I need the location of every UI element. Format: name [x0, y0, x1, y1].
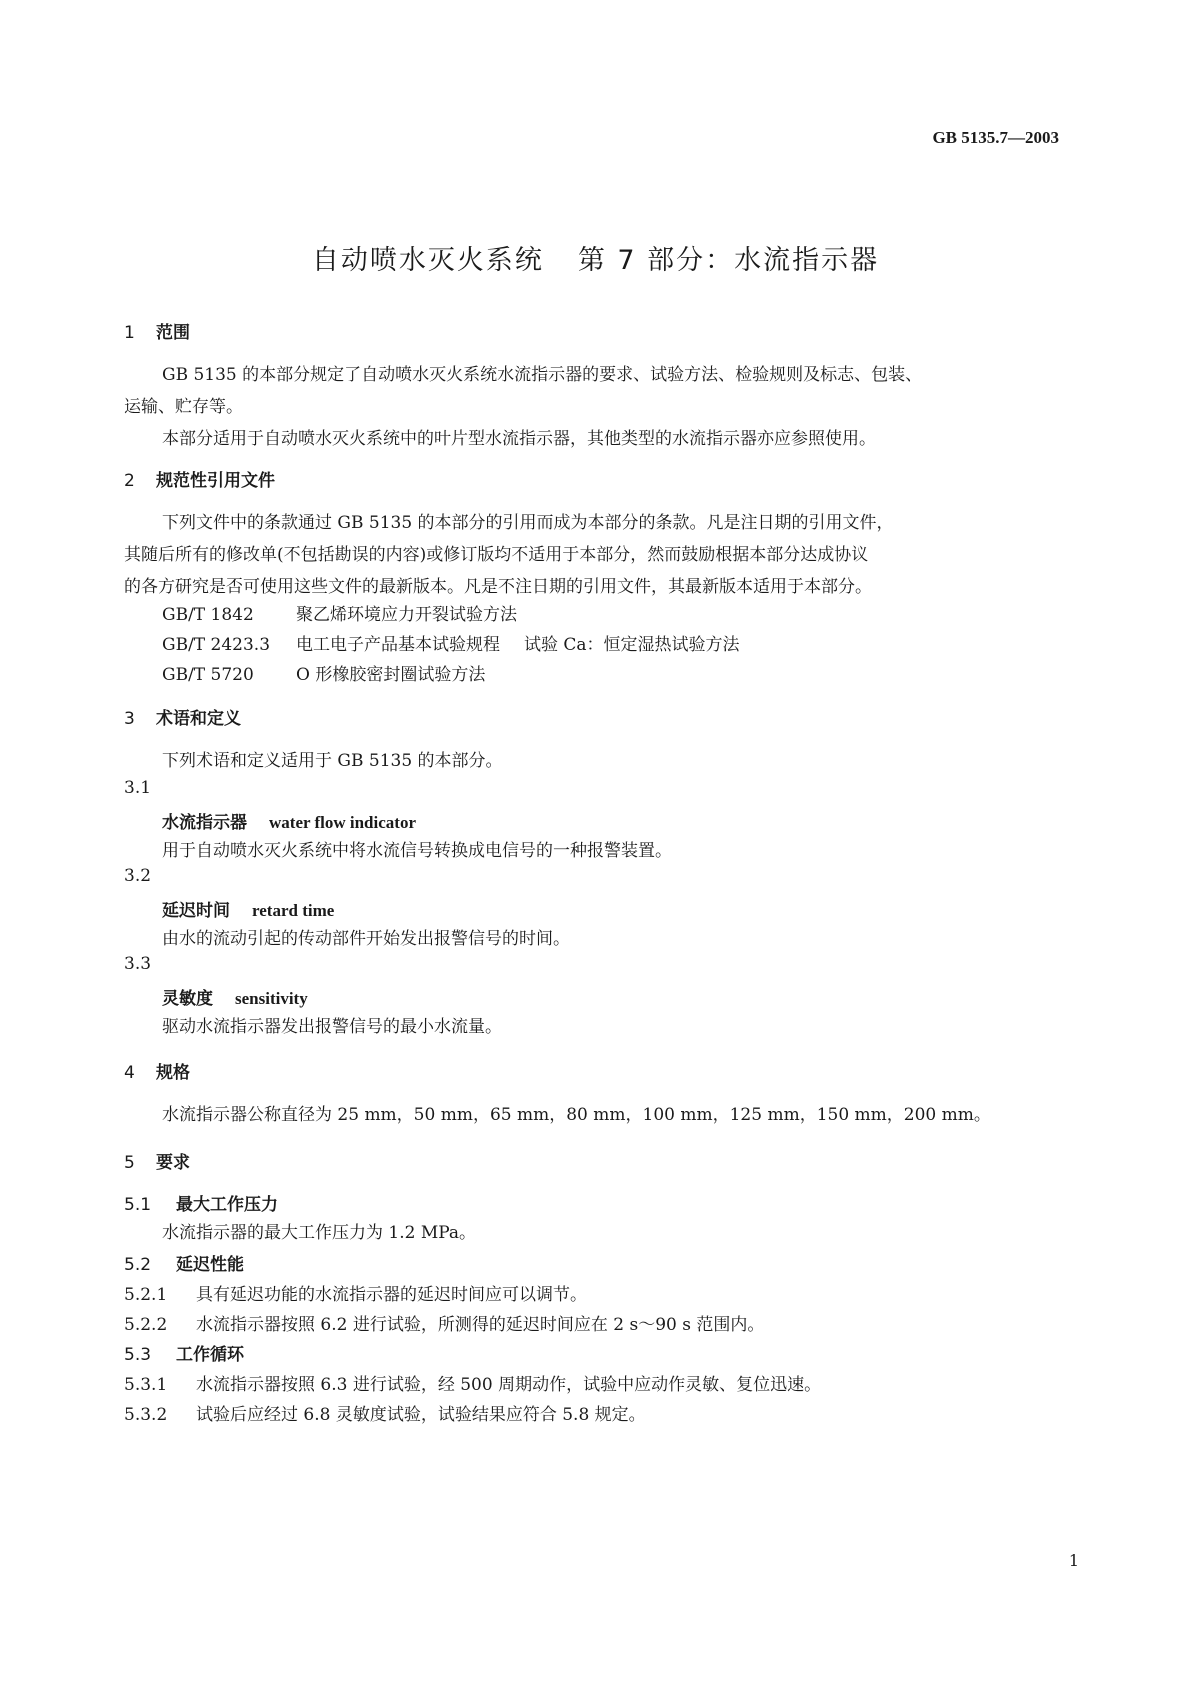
section-1-heading [124, 318, 190, 343]
section-4-heading [124, 1058, 190, 1083]
term-en: sensitivity [235, 989, 308, 1008]
section-title: 术语和定义 [156, 709, 241, 729]
subsection-5-2-heading [124, 1250, 244, 1275]
section-title: 规范性引用文件 [156, 471, 275, 491]
term-heading [162, 808, 416, 833]
page-title [0, 238, 1191, 277]
clause [124, 1280, 587, 1305]
section-number: 4 [124, 1063, 135, 1083]
section-number: 5 [124, 1153, 135, 1173]
paragraph-line: 其随后所有的修改单(不包括勘误的内容)或修订版均不适用于本部分，然而鼓励根据本部分达成协议 [124, 545, 869, 565]
reference-item [162, 630, 740, 655]
reference-code: GB/T 1842 [162, 605, 254, 625]
clause-text: 水流指示器按照 6.2 进行试验，所测得的延迟时间应在 2 s～90 s 范围内。 [196, 1315, 765, 1335]
title-part: 第 7 部分：水流指示器 [577, 245, 880, 276]
title-main: 自动喷水灭火系统 [311, 245, 544, 276]
term-number: 3.1 [124, 778, 152, 798]
reference-title: 电工电子产品基本试验规程 [296, 635, 500, 655]
term-definition: 由水的流动引起的传动部件开始发出报警信号的时间。 [162, 929, 570, 949]
section-2-heading [124, 466, 275, 491]
clause-number: 5.3.1 [124, 1375, 168, 1395]
page-number: 1 [1068, 1551, 1079, 1570]
term-number: 3.3 [124, 954, 152, 974]
subsection-5-3-heading [124, 1340, 244, 1365]
subsection-number: 5.3 [124, 1345, 152, 1365]
section-number: 3 [124, 709, 135, 729]
clause-number: 5.2.1 [124, 1285, 168, 1305]
term-zh: 水流指示器 [162, 813, 247, 833]
subsection-number: 5.2 [124, 1255, 152, 1275]
clause-number: 5.2.2 [124, 1315, 168, 1335]
clause [124, 1310, 764, 1335]
term-heading [162, 984, 308, 1009]
standard-code: GB 5135.7—2003 [932, 128, 1059, 147]
reference-item [162, 660, 485, 685]
section-number: 1 [124, 323, 135, 343]
paragraph-line: 本部分适用于自动喷水灭火系统中的叶片型水流指示器，其他类型的水流指示器亦应参照使用。 [162, 429, 876, 449]
clause-text: 试验后应经过 6.8 灵敏度试验，试验结果应符合 5.8 规定。 [196, 1405, 646, 1425]
term-definition: 驱动水流指示器发出报警信号的最小水流量。 [162, 1017, 502, 1037]
section-5-heading [124, 1148, 190, 1173]
paragraph-line: 水流指示器的最大工作压力为 1.2 MPa。 [162, 1223, 477, 1243]
subsection-title: 工作循环 [176, 1345, 244, 1365]
subsection-title: 延迟性能 [176, 1255, 244, 1275]
clause-text: 具有延迟功能的水流指示器的延迟时间应可以调节。 [196, 1285, 587, 1305]
paragraph-line: 下列术语和定义适用于 GB 5135 的本部分。 [162, 751, 503, 771]
term-zh: 灵敏度 [162, 989, 213, 1009]
clause-number: 5.3.2 [124, 1405, 168, 1425]
term-heading [162, 896, 334, 921]
subsection-number: 5.1 [124, 1195, 152, 1215]
term-zh: 延迟时间 [162, 901, 230, 921]
paragraph-line: 运输、贮存等。 [124, 397, 243, 417]
paragraph-line: 下列文件中的条款通过 GB 5135 的本部分的引用而成为本部分的条款。凡是注日期的引用文件， [162, 513, 894, 533]
term-number: 3.2 [124, 866, 152, 886]
reference-code: GB/T 2423.3 [162, 635, 271, 655]
paragraph-line: GB 5135 的本部分规定了自动喷水灭火系统水流指示器的要求、试验方法、检验规则及标志、包装、 [162, 365, 923, 385]
paragraph-line: 水流指示器公称直径为 25 mm，50 mm，65 mm，80 mm，100 mm，125 mm，150 mm，200 mm。 [162, 1105, 991, 1125]
term-definition: 用于自动喷水灭火系统中将水流信号转换成电信号的一种报警装置。 [162, 841, 672, 861]
subsection-title: 最大工作压力 [176, 1195, 278, 1215]
section-title: 范围 [156, 323, 190, 343]
subsection-5-1-heading [124, 1190, 278, 1215]
reference-subtitle: 试验 Ca：恒定湿热试验方法 [524, 635, 740, 655]
reference-code: GB/T 5720 [162, 665, 254, 685]
clause [124, 1370, 821, 1395]
clause [124, 1400, 646, 1425]
reference-title: 聚乙烯环境应力开裂试验方法 [296, 605, 517, 625]
clause-text: 水流指示器按照 6.3 进行试验，经 500 周期动作，试验中应动作灵敏、复位迅速。 [196, 1375, 822, 1395]
section-title: 规格 [156, 1063, 190, 1083]
term-en: retard time [252, 901, 335, 920]
paragraph-line: 的各方研究是否可使用这些文件的最新版本。凡是不注日期的引用文件，其最新版本适用于本部分。 [124, 577, 872, 597]
reference-title: O 形橡胶密封圈试验方法 [296, 665, 486, 685]
section-number: 2 [124, 471, 135, 491]
section-3-heading [124, 704, 241, 729]
reference-item [162, 600, 517, 625]
section-title: 要求 [156, 1153, 190, 1173]
term-en: water flow indicator [269, 813, 416, 832]
